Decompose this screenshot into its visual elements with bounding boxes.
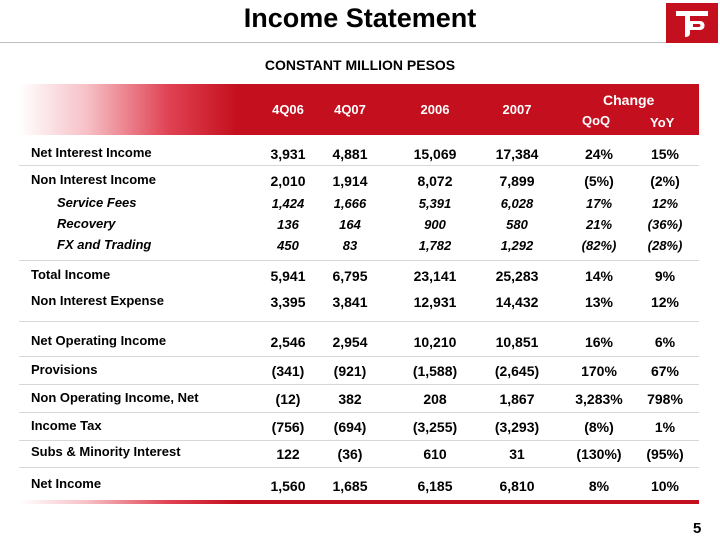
cell-2006: (3,255) (412, 419, 458, 435)
cell-2006: 15,069 (413, 146, 457, 162)
cell-yoy: (2%) (650, 173, 680, 189)
title-divider (0, 42, 700, 43)
cell-2007: 31 (509, 446, 525, 462)
cell-yoy: 798% (647, 391, 683, 407)
change-header: Change (603, 92, 655, 108)
column-header-4q07: 4Q07 (334, 102, 366, 117)
cell-4q06: (341) (271, 363, 305, 379)
cell-qoq: 3,283% (575, 391, 623, 407)
cell-yoy: (95%) (646, 446, 684, 462)
cell-qoq: (130%) (576, 446, 622, 462)
cell-2006: 23,141 (413, 268, 457, 284)
cell-qoq: 24% (584, 146, 614, 162)
row-divider (19, 384, 699, 385)
cell-2007: 17,384 (495, 146, 539, 162)
cell-qoq: (5%) (584, 173, 614, 189)
cell-2006: 12,931 (413, 294, 457, 310)
cell-4q07: 83 (342, 238, 358, 253)
cell-qoq: 13% (584, 294, 614, 310)
cell-4q07: 164 (339, 217, 361, 232)
cell-4q07: 3,841 (332, 294, 368, 310)
cell-yoy: 10% (650, 478, 680, 494)
cell-4q06: 1,560 (270, 478, 306, 494)
row-divider (19, 165, 699, 166)
page-title: Income Statement (243, 3, 477, 33)
cell-4q07: (921) (333, 363, 367, 379)
row-divider (19, 356, 699, 357)
cell-4q07: 4,881 (332, 146, 368, 162)
cell-2006: 8,072 (417, 173, 453, 189)
cell-yoy: 67% (650, 363, 680, 379)
cell-4q06: 5,941 (270, 268, 306, 284)
row-label: Subs & Minority Interest (31, 444, 181, 459)
cell-qoq: 21% (585, 217, 613, 232)
cell-4q06: 3,931 (270, 146, 306, 162)
cell-2007: 25,283 (495, 268, 539, 284)
cell-2006: 10,210 (413, 334, 457, 350)
cell-yoy: 9% (654, 268, 676, 284)
table-row (0, 389, 720, 409)
cell-2007: 6,810 (499, 478, 535, 494)
table-row (0, 444, 720, 464)
row-divider (19, 412, 699, 413)
units-subtitle: CONSTANT MILLION PESOS (264, 57, 456, 73)
table-row (0, 332, 720, 352)
cell-2007: 1,292 (500, 238, 534, 253)
cell-qoq: (82%) (581, 238, 617, 253)
cell-yoy: 1% (654, 419, 676, 435)
row-label: Net Interest Income (31, 145, 152, 160)
row-label: FX and Trading (57, 237, 152, 252)
cell-4q06: 1,424 (271, 196, 305, 211)
cell-2007: 7,899 (499, 173, 535, 189)
cell-yoy: 6% (654, 334, 676, 350)
cell-yoy: 15% (650, 146, 680, 162)
row-label: Provisions (31, 362, 98, 377)
column-header-2007: 2007 (502, 102, 532, 117)
cell-2006: 208 (423, 391, 447, 407)
cell-2007: (3,293) (494, 419, 540, 435)
cell-4q06: (756) (271, 419, 305, 435)
cell-4q07: 1,666 (333, 196, 367, 211)
cell-4q06: 2,546 (270, 334, 306, 350)
row-divider (19, 260, 699, 261)
table-row (0, 266, 720, 286)
page-number: 5 (693, 520, 702, 537)
column-header-4q06: 4Q06 (272, 102, 304, 117)
table-footer-bar (19, 500, 699, 504)
cell-yoy: (28%) (647, 238, 683, 253)
cell-4q07: 2,954 (332, 334, 368, 350)
cell-qoq: 170% (581, 363, 617, 379)
row-divider (19, 467, 699, 468)
row-label: Income Tax (31, 418, 102, 433)
cell-2007: (2,645) (494, 363, 540, 379)
cell-2007: 14,432 (495, 294, 539, 310)
cell-2006: 1,782 (418, 238, 452, 253)
row-label: Net Operating Income (31, 333, 167, 348)
table-row (0, 194, 720, 214)
table-row (0, 292, 720, 312)
cell-4q07: 382 (338, 391, 362, 407)
cell-yoy: 12% (650, 294, 680, 310)
row-label: Non Operating Income, Net (31, 390, 199, 405)
row-divider (19, 321, 699, 322)
cell-qoq: 14% (584, 268, 614, 284)
table-row (0, 361, 720, 381)
cell-qoq: (8%) (584, 419, 614, 435)
cell-2007: 580 (506, 217, 528, 232)
cell-2006: 610 (423, 446, 447, 462)
cell-qoq: 17% (585, 196, 613, 211)
table-row (0, 236, 720, 256)
row-label: Non Interest Income (31, 172, 156, 187)
cell-4q07: 6,795 (332, 268, 368, 284)
table-row (0, 476, 720, 496)
column-header-qoq: QoQ (582, 113, 611, 128)
cell-qoq: 16% (584, 334, 614, 350)
cell-2006: 5,391 (418, 196, 452, 211)
row-label: Total Income (31, 267, 111, 282)
row-divider (19, 440, 699, 441)
cell-yoy: 12% (651, 196, 679, 211)
cell-4q07: 1,685 (332, 478, 368, 494)
table-row (0, 417, 720, 437)
cell-2007: 1,867 (499, 391, 535, 407)
table-row (0, 215, 720, 235)
row-label: Service Fees (57, 195, 137, 210)
bank-logo-icon (666, 3, 718, 43)
table-row (0, 144, 720, 164)
cell-4q06: 2,010 (270, 173, 306, 189)
cell-2006: (1,588) (412, 363, 458, 379)
row-label: Non Interest Expense (31, 293, 164, 308)
cell-4q06: (12) (275, 391, 301, 407)
cell-2007: 6,028 (500, 196, 534, 211)
row-label: Recovery (57, 216, 116, 231)
cell-4q06: 122 (276, 446, 300, 462)
cell-4q07: (694) (333, 419, 367, 435)
cell-yoy: (36%) (647, 217, 683, 232)
cell-2007: 10,851 (495, 334, 539, 350)
cell-4q06: 450 (277, 238, 299, 253)
cell-4q07: 1,914 (332, 173, 368, 189)
column-header-2006: 2006 (420, 102, 450, 117)
cell-4q06: 3,395 (270, 294, 306, 310)
row-label: Net Income (31, 476, 102, 491)
cell-qoq: 8% (588, 478, 610, 494)
cell-2006: 6,185 (417, 478, 453, 494)
cell-4q06: 136 (277, 217, 299, 232)
cell-4q07: (36) (337, 446, 363, 462)
table-row (0, 171, 720, 191)
column-header-yoy: YoY (650, 115, 675, 130)
cell-2006: 900 (424, 217, 446, 232)
